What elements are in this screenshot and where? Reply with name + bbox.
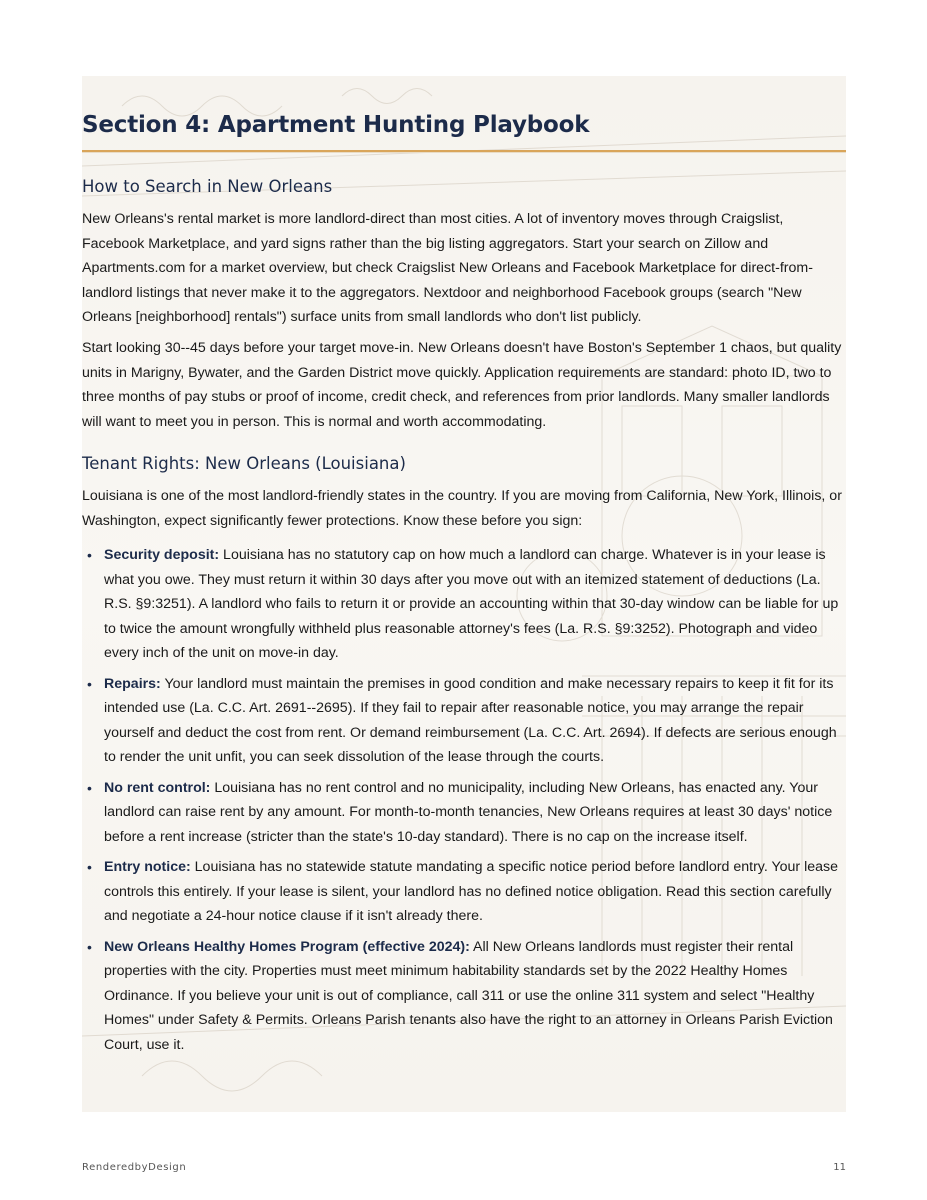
list-item-label: Repairs: xyxy=(104,675,161,692)
list-item-text: All New Orleans landlords must register their rental properties with the city. Properties must meet minimum habitability standards set by the 2022 Healthy Homes Ordinance. If you believe your unit is out of compliance, call 311 or use the online 311 system and select "Healthy Homes" under Safety & Permits. Orleans Parish tenants also have the right to an attorney in Orleans Parish Eviction Court, use it. xyxy=(104,938,833,1053)
section-heading-tenant-rights: Tenant Rights: New Orleans (Louisiana) xyxy=(82,454,406,473)
tenant-rights-list xyxy=(82,543,846,1063)
search-paragraph: New Orleans's rental market is more landlord-direct than most cities. A lot of inventory moves through Craigslist, Facebook Marketplace, and yard signs rather than the big listing aggregators. Start your search on Zillow and Apartments.com for a market overview, but check Craigslist New Orleans and Facebook Marketplace for direct-from-landlord listings that never make it to the aggregators. Nextdoor and neighborhood Facebook groups (search "New Orleans [neighborhood] rentals") surface units from small landlords who don't list publicly. xyxy=(82,211,813,325)
page-number: 11 xyxy=(833,1162,846,1173)
bullet-icon: • xyxy=(87,675,92,692)
list-item-text: Louisiana has no statewide statute mandating a specific notice period before landlord entry. Your lease controls this entirely. If your lease is silent, your landlord has no defined notice obligation. Read this section carefully and negotiate a 24-hour notice clause if it isn't already there. xyxy=(104,859,838,924)
list-item xyxy=(82,672,846,770)
bullet-icon: • xyxy=(87,779,92,796)
list-item-label: New Orleans Healthy Homes Program (effective 2024): xyxy=(104,938,470,955)
search-paragraph: Start looking 30--45 days before your target move-in. New Orleans doesn't have Boston's September 1 chaos, but quality units in Marigny, Bywater, and the Garden District move quickly. Application requirements are standard: photo ID, two to three months of pay stubs or proof of income, credit check, and references from prior landlords. Many smaller landlords will want to meet you in person. This is normal and worth accommodating. xyxy=(82,340,842,430)
footer-brand: RenderedbyDesign xyxy=(82,1162,187,1173)
list-item-label: No rent control: xyxy=(104,779,211,796)
list-item-label: Entry notice: xyxy=(104,859,191,875)
list-item xyxy=(82,776,846,850)
list-item-text: Louisiana has no statutory cap on how much a landlord can charge. Whatever is in your lease is what you owe. They must return it within 30 days after you move out with an itemized statement of deductions (La. R.S. §9:3251). A landlord who fails to return it or provide an accounting within that 30-day window can be liable for up to twice the amount wrongfully withheld plus reasonable attorney's fees (La. R.S. §9:3252). Photograph and video every inch of the unit on move-in day. xyxy=(104,547,839,661)
bullet-icon: • xyxy=(87,547,92,563)
page-title: Section 4: Apartment Hunting Playbook xyxy=(82,112,590,138)
list-item xyxy=(82,855,846,929)
list-item xyxy=(82,543,846,666)
list-item-label: Security deposit: xyxy=(104,547,220,563)
title-divider-shadow xyxy=(82,152,846,153)
bullet-icon: • xyxy=(87,859,92,875)
bullet-icon: • xyxy=(87,938,92,955)
section-heading-search: How to Search in New Orleans xyxy=(82,177,333,196)
list-item-text: Louisiana has no rent control and no municipality, including New Orleans, has enacted any. Your landlord can raise rent by any amount. For month-to-month tenancies, New Orleans requires at least 30 days' notice before a rent increase (stricter than the state's 10-day standard). There is no cap on the increase itself. xyxy=(104,779,833,845)
list-item-text: Your landlord must maintain the premises in good condition and make necessary repairs to keep it fit for its intended use (La. C.C. Art. 2691--2695). If they fail to repair after reasonable notice, you may arrange the repair yourself and deduct the cost from rent. Or demand reimbursement (La. C.C. Art. 2694). If defects are serious enough to render the unit unfit, you can seek dissolution of the lease through the courts. xyxy=(104,675,837,765)
tenant-rights-intro: Louisiana is one of the most landlord-friendly states in the country. If you are moving from California, New York, Illinois, or Washington, expect significantly fewer protections. Know these before you sign: xyxy=(82,488,842,529)
list-item xyxy=(82,935,846,1058)
